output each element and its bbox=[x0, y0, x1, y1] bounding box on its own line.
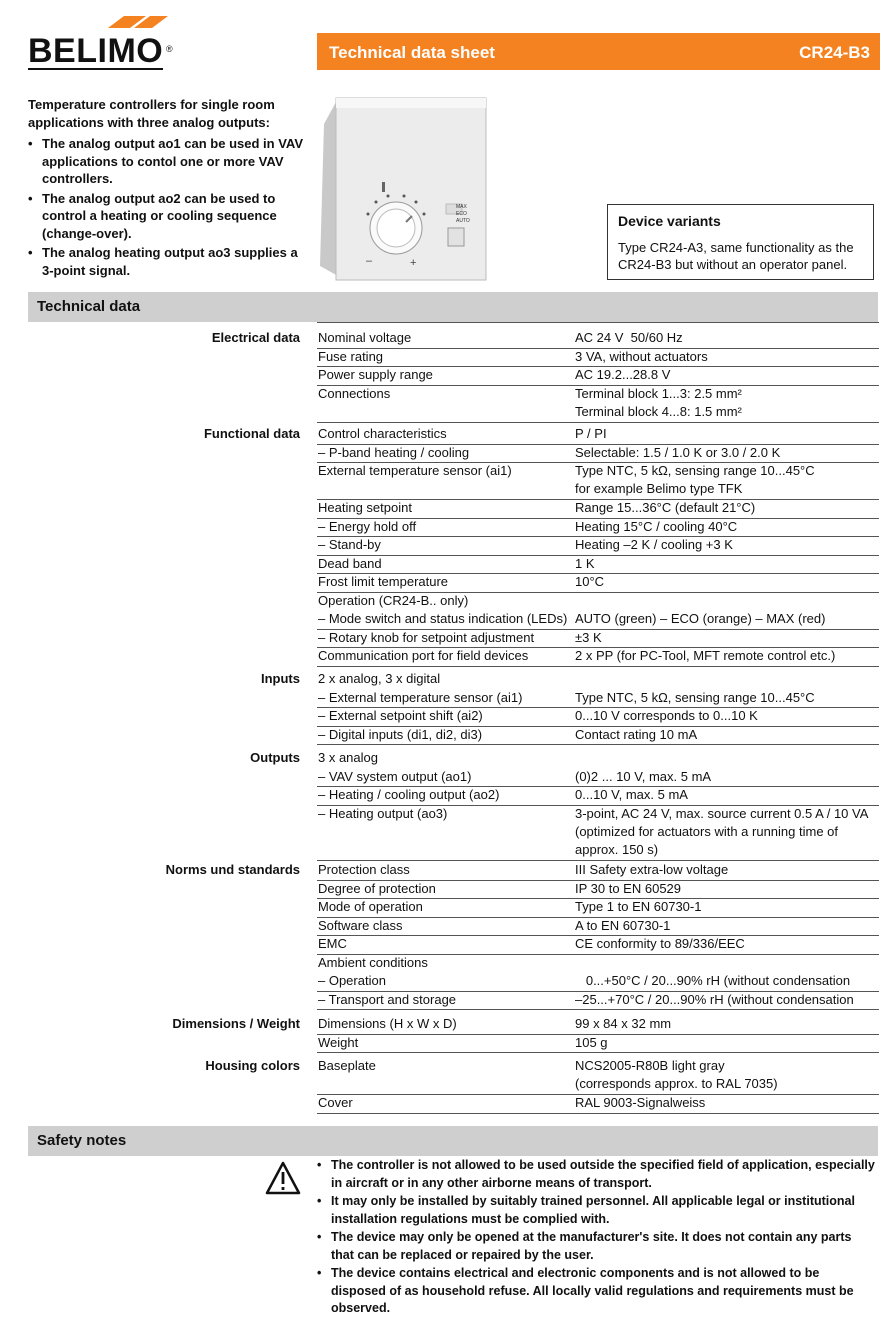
row-label: – Digital inputs (di1, di2, di3) bbox=[318, 726, 483, 742]
table-row bbox=[317, 518, 879, 538]
row-label: Baseplate bbox=[318, 1058, 376, 1073]
row-value bbox=[575, 518, 879, 536]
row-value bbox=[575, 1057, 879, 1093]
row-value bbox=[575, 444, 879, 462]
row-value-line: 10°C bbox=[575, 574, 605, 589]
row-value-line: –25...+70°C / 20...90% rH (without condensation bbox=[575, 991, 854, 1007]
row-value-line: 0...10 V corresponds to 0...10 K bbox=[575, 708, 758, 723]
row-value-line: Type NTC, 5 kΩ, sensing range 10...45°C bbox=[575, 463, 815, 478]
table-row bbox=[317, 425, 879, 445]
row-value bbox=[575, 385, 879, 421]
row-value-line: (corresponds approx. to RAL 7035) bbox=[575, 1076, 778, 1091]
row-value-line: Range 15...36°C (default 21°C) bbox=[575, 500, 756, 515]
table-row bbox=[317, 592, 879, 611]
row-value bbox=[575, 629, 879, 647]
intro-lead: Temperature controllers for single room applications with three analog outputs: bbox=[28, 97, 275, 130]
row-value-line: approx. 150 s) bbox=[575, 841, 659, 857]
row-value-line: Terminal block 1...3: 2.5 mm² bbox=[575, 385, 742, 401]
row-label: Software class bbox=[318, 917, 403, 933]
row-value bbox=[575, 786, 879, 804]
row-label: Control characteristics bbox=[318, 426, 447, 441]
row-value-line: Contact rating 10 mA bbox=[575, 726, 698, 742]
table-top-rule bbox=[317, 322, 879, 323]
row-label: Protection class bbox=[318, 862, 410, 877]
row-value-line: CE conformity to 89/336/EEC bbox=[575, 936, 745, 951]
safety-bullet: • The device contains electrical and electronic components and is not allowed to be disposed of as household refuse. All locally valid regulations and requirements must be observed. bbox=[317, 1265, 877, 1318]
logo-registered: ® bbox=[166, 44, 173, 54]
row-value bbox=[575, 880, 879, 898]
switch-label-auto: AUTO bbox=[456, 218, 470, 224]
row-value-line: P / PI bbox=[575, 426, 607, 441]
table-row bbox=[317, 972, 879, 992]
table-row bbox=[317, 348, 879, 368]
safety-notes bbox=[317, 1157, 877, 1319]
row-value bbox=[575, 647, 879, 665]
switch-label-eco: ECO bbox=[456, 211, 467, 217]
table-row bbox=[317, 1015, 879, 1035]
table-row bbox=[317, 629, 879, 649]
row-value bbox=[575, 366, 879, 384]
row-label: Operation (CR24-B.. only) bbox=[318, 592, 469, 608]
table-row bbox=[317, 536, 879, 556]
device-image bbox=[318, 96, 490, 286]
table-row bbox=[317, 444, 879, 464]
row-value bbox=[575, 462, 879, 498]
device-variants-title: Device variants bbox=[618, 213, 721, 229]
technical-data-heading: Technical data bbox=[28, 292, 878, 322]
table-row bbox=[317, 935, 879, 955]
row-value-line: for example Belimo type TFK bbox=[575, 481, 743, 496]
row-value bbox=[575, 805, 879, 859]
row-label: Power supply range bbox=[318, 367, 433, 382]
group-label: Outputs bbox=[250, 750, 300, 765]
table-row bbox=[317, 861, 879, 881]
row-label: – Heating output (ao3) bbox=[318, 805, 448, 821]
belimo-logo bbox=[28, 14, 173, 74]
knob-plus-label: + bbox=[410, 257, 417, 269]
table-row bbox=[317, 1034, 879, 1054]
logo-text: BELIMO bbox=[28, 32, 164, 70]
document-title: Technical data sheet bbox=[329, 43, 495, 62]
row-value bbox=[575, 1034, 879, 1052]
row-value bbox=[575, 1015, 879, 1033]
switch-label-max: MAX bbox=[456, 204, 467, 210]
row-value-line: III Safety extra-low voltage bbox=[575, 862, 729, 877]
row-value-line: 1 K bbox=[575, 555, 595, 571]
row-value-line: Heating –2 K / cooling +3 K bbox=[575, 537, 733, 552]
knob-minus-label: – bbox=[366, 255, 373, 267]
row-value bbox=[575, 972, 879, 990]
safety-bullet: • The controller is not allowed to be used outside the specified field of application, especially in aircraft or in any other airborne means of transport. bbox=[317, 1157, 877, 1192]
row-value-line: 3 VA, without actuators bbox=[575, 348, 708, 364]
table-row bbox=[317, 366, 879, 386]
row-label: EMC bbox=[318, 936, 347, 951]
row-label: Mode of operation bbox=[318, 899, 423, 914]
row-label: 3 x analog bbox=[318, 750, 378, 765]
row-value bbox=[575, 573, 879, 591]
table-row bbox=[317, 786, 879, 806]
row-value-line: 3-point, AC 24 V, max. source current 0.5 A / 10 VA bbox=[575, 805, 869, 821]
warning-icon bbox=[265, 1160, 301, 1196]
group-label: Housing colors bbox=[205, 1058, 300, 1073]
table-row bbox=[317, 573, 879, 593]
row-value bbox=[575, 348, 879, 366]
table-row bbox=[317, 1094, 879, 1114]
row-value-line: IP 30 to EN 60529 bbox=[575, 880, 682, 896]
row-value-line: 0...+50°C / 20...90% rH (without condensation bbox=[575, 973, 851, 988]
row-value bbox=[575, 861, 879, 879]
row-value bbox=[575, 536, 879, 554]
intro-bullet: • The analog output ao1 can be used in VAV applications to contol one or more VAV controllers. bbox=[28, 135, 308, 188]
row-label: Cover bbox=[318, 1095, 353, 1110]
device-variants-text: Type CR24-A3, same functionality as the CR24-B3 but without an operator panel. bbox=[618, 240, 854, 272]
row-label: – External setpoint shift (ai2) bbox=[318, 708, 483, 723]
row-value bbox=[575, 898, 879, 916]
group-label: Functional data bbox=[203, 426, 300, 441]
table-row bbox=[317, 991, 879, 1011]
row-value bbox=[575, 726, 879, 744]
row-value-line: (0)2 ... 10 V, max. 5 mA bbox=[575, 768, 712, 784]
row-value-line: AC 24 V 50/60 Hz bbox=[575, 330, 683, 345]
row-label: Heating setpoint bbox=[318, 500, 412, 515]
row-value-line: Type 1 to EN 60730-1 bbox=[575, 899, 702, 914]
table-row bbox=[317, 726, 879, 746]
row-value bbox=[575, 707, 879, 725]
row-label: – Stand-by bbox=[318, 537, 381, 552]
row-value-line: 99 x 84 x 32 mm bbox=[575, 1016, 672, 1031]
intro-bullet: • The analog output ao2 can be used to control a heating or cooling sequence (change-over). bbox=[28, 190, 308, 243]
row-value-line: Heating 15°C / cooling 40°C bbox=[575, 518, 738, 534]
table-row bbox=[317, 749, 879, 768]
row-value bbox=[575, 610, 879, 628]
intro-bullet: • The analog heating output ao3 supplies a 3-point signal. bbox=[28, 244, 308, 279]
row-label: – Heating / cooling output (ao2) bbox=[318, 787, 500, 802]
row-value-line: Terminal block 4...8: 1.5 mm² bbox=[575, 403, 742, 419]
safety-bullet: • It may only be installed by suitably trained personnel. All applicable legal or institutional installation regulations must be complied with. bbox=[317, 1193, 877, 1228]
table-row bbox=[317, 499, 879, 519]
table-row bbox=[317, 670, 879, 689]
table-row bbox=[317, 555, 879, 575]
table-row bbox=[317, 610, 879, 630]
row-value bbox=[575, 689, 879, 707]
row-value-line: AC 19.2...28.8 V bbox=[575, 367, 671, 382]
row-value-line: NCS2005-R80B light gray bbox=[575, 1058, 725, 1073]
table-row bbox=[317, 768, 879, 788]
row-label: Weight bbox=[318, 1034, 359, 1050]
row-label: Ambient conditions bbox=[318, 954, 428, 970]
safety-notes-heading: Safety notes bbox=[28, 1126, 878, 1156]
row-label: External temperature sensor (ai1) bbox=[318, 463, 512, 478]
row-value bbox=[575, 991, 879, 1009]
row-value bbox=[575, 768, 879, 786]
model-number: CR24-B3 bbox=[799, 43, 870, 62]
row-label: Degree of protection bbox=[318, 880, 436, 896]
group-label: Norms und standards bbox=[165, 862, 300, 877]
group-label: Inputs bbox=[261, 671, 300, 686]
row-value-line: 105 g bbox=[575, 1034, 608, 1050]
group-label: Electrical data bbox=[211, 330, 300, 345]
row-label: – Energy hold off bbox=[318, 518, 417, 534]
table-row bbox=[317, 1057, 879, 1095]
header-bar bbox=[317, 33, 880, 70]
row-label: Dead band bbox=[318, 555, 382, 571]
row-value bbox=[575, 499, 879, 517]
intro-text bbox=[28, 96, 308, 281]
table-row bbox=[317, 880, 879, 900]
row-value-line: 2 x PP (for PC-Tool, MFT remote control etc.) bbox=[575, 648, 836, 663]
safety-bullet: • The device may only be opened at the manufacturer's site. It does not contain any parts that can be replaced or repaired by the user. bbox=[317, 1229, 877, 1264]
row-value-line: AUTO (green) – ECO (orange) – MAX (red) bbox=[575, 611, 826, 626]
table-row bbox=[317, 898, 879, 918]
intro-bullets bbox=[28, 135, 308, 279]
row-value bbox=[575, 1094, 879, 1112]
row-value-line: ±3 K bbox=[575, 629, 602, 645]
row-value-line: RAL 9003-Signalweiss bbox=[575, 1095, 706, 1110]
row-value-line: 0...10 V, max. 5 mA bbox=[575, 787, 688, 802]
table-row bbox=[317, 385, 879, 423]
table-row bbox=[317, 805, 879, 862]
device-variants-box bbox=[607, 204, 874, 280]
row-value-line: Selectable: 1.5 / 1.0 K or 3.0 / 2.0 K bbox=[575, 444, 781, 460]
row-label: Dimensions (H x W x D) bbox=[318, 1016, 457, 1031]
table-row bbox=[317, 707, 879, 727]
row-label: – Mode switch and status indication (LEDs) bbox=[318, 611, 568, 626]
row-label: – P-band heating / cooling bbox=[318, 444, 470, 460]
row-value-line: (optimized for actuators with a running time of bbox=[575, 823, 839, 839]
table-row bbox=[317, 954, 879, 973]
row-label: Nominal voltage bbox=[318, 330, 412, 345]
row-label: Connections bbox=[318, 385, 391, 401]
row-label: Communication port for field devices bbox=[318, 648, 529, 663]
row-label: – Rotary knob for setpoint adjustment bbox=[318, 629, 535, 645]
row-label: – External temperature sensor (ai1) bbox=[318, 689, 523, 705]
row-value bbox=[575, 935, 879, 953]
table-row bbox=[317, 647, 879, 667]
row-label: Fuse rating bbox=[318, 348, 384, 364]
row-value bbox=[575, 425, 879, 443]
row-value bbox=[575, 917, 879, 935]
table-row bbox=[317, 917, 879, 937]
row-value bbox=[575, 329, 879, 347]
table-row bbox=[317, 689, 879, 709]
row-label: 2 x analog, 3 x digital bbox=[318, 671, 441, 686]
row-label: – Transport and storage bbox=[318, 991, 457, 1007]
row-value bbox=[575, 555, 879, 573]
table-row bbox=[317, 329, 879, 349]
group-label: Dimensions / Weight bbox=[172, 1016, 300, 1031]
row-label: – Operation bbox=[318, 973, 386, 988]
row-label: Frost limit temperature bbox=[318, 574, 449, 589]
table-row bbox=[317, 462, 879, 500]
row-value-line: Type NTC, 5 kΩ, sensing range 10...45°C bbox=[575, 689, 815, 705]
row-label: – VAV system output (ao1) bbox=[318, 768, 472, 784]
row-value-line: A to EN 60730-1 bbox=[575, 917, 671, 933]
